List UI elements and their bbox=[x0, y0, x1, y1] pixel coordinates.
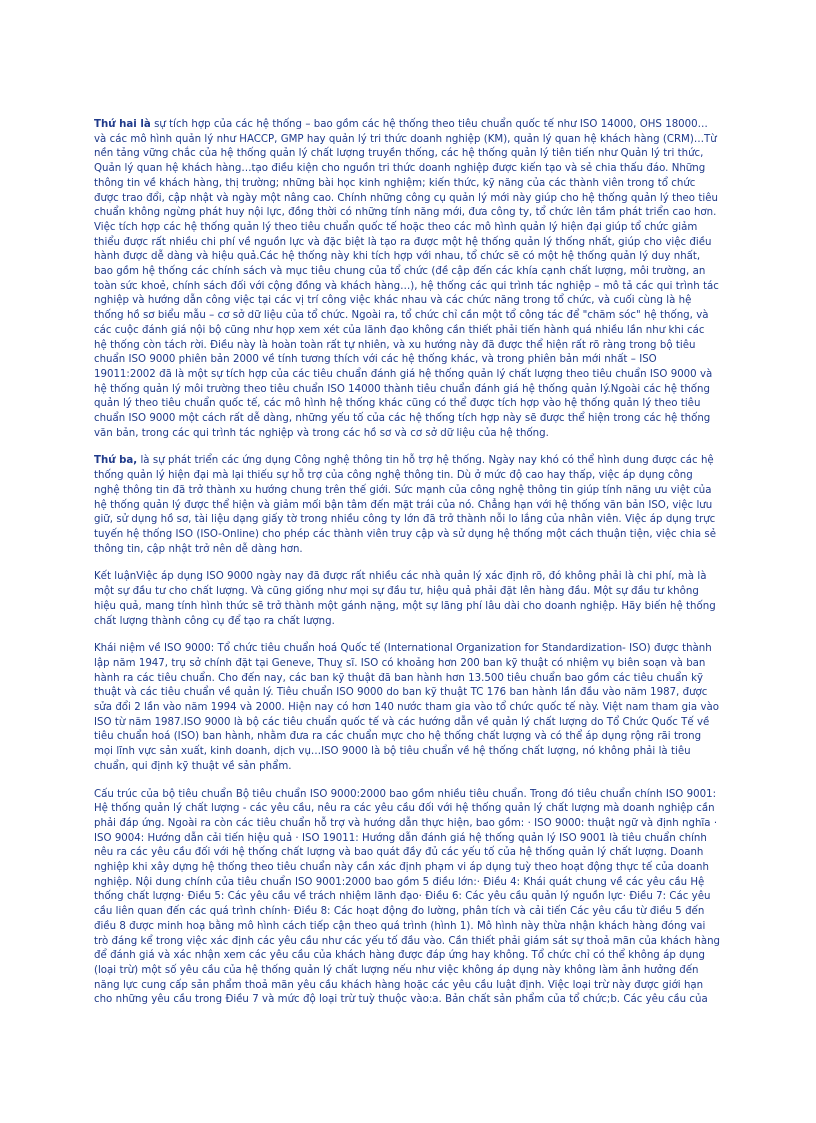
paragraph-it-applications bbox=[94, 454, 720, 557]
paragraph-text: Kết luậnViệc áp dụng ISO 9000 ngày nay đã được rất nhiều các nhà quản lý xác định rõ, đó không phải là chi phí, mà là một sự đầu tư cho chất lượng. Và cũng giống như mọi sự đầu tư, hiệu quả phải đặt lên hàng đầu. Một sự đầu tư không hiệu quả, mang tính hình thức sẽ trở thành một gánh nặng, một sự lãng phí lâu dài cho doanh nghiệp. Hãy biến hệ thống chất lượng thành công cụ để tạo ra chất lượng. bbox=[94, 571, 716, 627]
paragraph-text: sự tích hợp của các hệ thống – bao gồm các hệ thống theo tiêu chuẩn quốc tế như ISO 14000, OHS 18000… và các mô hình quản lý như HACCP, GMP hay quản lý tri thức doanh nghiệp (KM), quản lý quan hệ khách hàng (CRM)…Từ nền tảng vững chắc của hệ thống quản lý chất lượng truyền thống, các hệ thống quản lý tiên tiến như Quản lý tri thức, Quản lý quan hệ khách hàng…tạo điều kiện cho nguồn tri thức doanh nghiệp được kiến tạo và sẻ chia thấu đáo. Những thông tin về khách hàng, thị trường; những bài học kinh nghiệm; kiến thức, kỹ năng của các thành viên trong tổ chức được trao đổi, cập nhật và ngày một nâng cao. Chính những công cụ quản lý mới này giúp cho hệ thống quản lý theo tiêu chuẩn không ngừng phát huy nội lực, đồng thời có những tính năng mới, đưa công ty, tổ chức lên tầm phát triển cao hơn. Việc tích hợp các hệ thống quản lý theo tiêu chuẩn quốc tế hoặc theo các mô hình quản lý hiện đại giúp tổ chức giảm thiểu được rất nhiều chi phí về nguồn lực và đặc biệt là tạo ra được một hệ thống quản lý thống nhất, giúp cho việc điều hành được dễ dàng và hiệu quả.Các hệ thống này khi tích hợp với nhau, tổ chức sẽ có một hệ thống quản lý duy nhất, bao gồm hệ thống các chính sách và mục tiêu chung của tổ chức (đề cập đến các khía cạnh chất lượng, môi trường, an toàn sức khoẻ, chính sách đối với cộng đồng và khách hàng…), hệ thống các qui trình tác nghiệp – mô tả các qui trình tác nghiệp và hướng dẫn công việc tại các vị trí công việc khác nhau và các chức năng trong tổ chức, và cuối cùng là hệ thống hồ sơ biểu mẫu – cơ sở dữ liệu của tổ chức. Ngoài ra, tổ chức chỉ cần một tổ công tác để "chăm sóc" hệ thống, và các cuộc đánh giá nội bộ cũng như họp xem xét của lãnh đạo không cần thiết phải tiến hành quá nhiều lần như khi các hệ thống còn tách rời. Điều này là hoàn toàn rất tự nhiên, và xu hướng này đã được thể hiện rất rõ ràng trong bộ tiêu chuẩn ISO 9000 phiên bản 2000 về tính tương thích với các hệ thống khác, và trong phiên bản mới nhất – ISO 19011:2002 đã là một sự tích hợp của các tiêu chuẩn đánh giá hệ thống quản lý chất lượng theo tiêu chuẩn ISO 9000 và hệ thống quản lý môi trường theo tiêu chuẩn ISO 14000 thành tiêu chuẩn đánh giá hệ thống quản lý.Ngoài các hệ thống quản lý theo tiêu chuẩn quốc tế, các mô hình hệ thống khác cũng có thể được tích hợp vào hệ thống quản lý theo tiêu chuẩn ISO 9000 một cách rất dễ dàng, những yếu tố của các hệ thống tích hợp này sẽ được thể hiện trong các hệ thống văn bản, trong các qui trình tác nghiệp và trong các hồ sơ và cơ sở dữ liệu của hệ thống. bbox=[94, 119, 719, 439]
paragraph-conclusion bbox=[94, 570, 720, 629]
paragraph-iso-concept bbox=[94, 642, 720, 774]
paragraph-lead: Thứ ba, bbox=[94, 455, 138, 467]
paragraph-text: Cấu trúc của bộ tiêu chuẩn Bộ tiêu chuẩn ISO 9000:2000 bao gồm nhiều tiêu chuẩn. Trong đó tiêu chuẩn chính ISO 9001: Hệ thống quản lý chất lượng - các yêu cầu, nêu ra các yêu cầu đối với hệ thống quản lý chất lượng mà doanh nghiệp cần phải đáp ứng. Ngoài ra còn các tiêu chuẩn hỗ trợ và hướng dẫn thực hiện, bao gồm: · ISO 9000: thuật ngữ và định nghĩa · ISO 9004: Hướng dẫn cải tiến hiệu quả · ISO 19011: Hướng dẫn đánh giá hệ thống quản lý ISO 9001 là tiêu chuẩn chính nêu ra các yêu cầu đối với hệ thống chất lượng và bao quát đầy đủ các yếu tố của hệ thống quản lý chất lượng. Doanh nghiệp khi xây dựng hệ thống theo tiêu chuẩn này cần xác định phạm vi áp dụng tuỳ theo hoạt động thực tế của doanh nghiệp. Nội dung chính của tiêu chuẩn ISO 9001:2000 bao gồm 5 điều lớn:· Điều 4: Khái quát chung về các yêu cầu Hệ thống chất lượng· Điều 5: Các yêu cầu về trách nhiệm lãnh đạo· Điều 6: Các yêu cầu quản lý nguồn lực· Điều 7: Các yêu cầu liên quan đến các quá trình chính· Điều 8: Các hoạt động đo lường, phân tích và cải tiến Các yêu cầu từ điều 5 đến điều 8 được minh hoạ bằng mô hình cách tiếp cận theo quá trình (hình 1). Mô hình này thừa nhận khách hàng đóng vai trò đáng kể trong việc xác định các yêu cầu như các yếu tố đầu vào. Cần thiết phải giám sát sự thoả mãn của khách hàng để đánh giá và xác nhận xem các yêu cầu của khách hàng được đáp ứng hay không. Tổ chức chỉ có thể không áp dụng (loại trừ) một số yêu cầu của hệ thống quản lý chất lượng nếu như việc không áp dụng này không làm ảnh hưởng đến năng lực cung cấp sản phẩm thoả mãn yêu cầu khách hàng hoặc các yêu cầu luật định. Việc loại trừ này được giới hạn cho những yêu cầu trong Điều 7 và mức độ loại trừ tuỳ thuộc vào:a. Bản chất sản phẩm của tổ chức;b. Các yêu cầu của bbox=[94, 788, 720, 1006]
document-page bbox=[94, 118, 720, 1021]
paragraph-lead: Thứ hai là bbox=[94, 119, 151, 130]
paragraph-standard-structure bbox=[94, 788, 720, 1009]
paragraph-text: Khái niệm về ISO 9000: Tổ chức tiêu chuẩn hoá Quốc tế (International Organization for Standardization- ISO) được thành lập năm 1947, trụ sở chính đặt tại Geneve, Thuỵ sĩ. ISO có khoảng hơn 200 ban kỹ thuật có nhiệm vụ biên soạn và ban hành ra các tiêu chuẩn. Cho đến nay, các ban kỹ thuật đã ban hành hơn 13.500 tiêu chuẩn bao gồm các tiêu chuẩn kỹ thuật và các tiêu chuẩn về quản lý. Tiêu chuẩn ISO 9000 do ban kỹ thuật TC 176 ban hành lần đầu vào năm 1987, được sửa đổi 2 lần vào năm 1994 và 2000. Hiện nay có hơn 140 nước tham gia vào tổ chức quốc tế này. Việt nam tham gia vào ISO từ năm 1987.ISO 9000 là bộ các tiêu chuẩn quốc tế và các hướng dẫn về quản lý chất lượng do Tổ Chức Quốc Tế về tiêu chuẩn hoá (ISO) ban hành, nhằm đưa ra các chuẩn mực cho hệ thống chất lượng và có thể áp dụng rộng rãi trong mọi lĩnh vực sản xuất, kinh doanh, dịch vụ…ISO 9000 là bộ tiêu chuẩn về hệ thống chất lượng, nó không phải là tiêu chuẩn, qui định kỹ thuật về sản phẩm. bbox=[94, 643, 719, 772]
paragraph-integration bbox=[94, 118, 720, 441]
paragraph-text: là sự phát triển các ứng dụng Công nghệ thông tin hỗ trợ hệ thống. Ngày nay khó có thể hình dung được các hệ thống quản lý hiện đại mà lại thiếu sự hỗ trợ của công nghệ thông tin. Dù ở mức độ cao hay thấp, việc áp dụng công nghệ thông tin đã trở thành xu hướng chung trên thế giới. Sức mạnh của công nghệ thông tin giúp tính năng ưu việt của hệ thống quản lý được thể hiện và giảm mối bận tâm đến mặt trái của nó. Chẳng hạn với hệ thống văn bản ISO, việc lưu giữ, sử dụng hồ sơ, tài liệu dạng giấy tờ trong nhiều công ty lớn đã trở thành nỗi lo lắng của nhân viên. Việc áp dụng trực tuyến hệ thống ISO (ISO-Online) cho phép các thành viên truy cập và sử dụng hệ thống một cách thuận tiện, việc chia sẻ thông tin, cập nhật trở nên dễ dàng hơn. bbox=[94, 455, 717, 555]
